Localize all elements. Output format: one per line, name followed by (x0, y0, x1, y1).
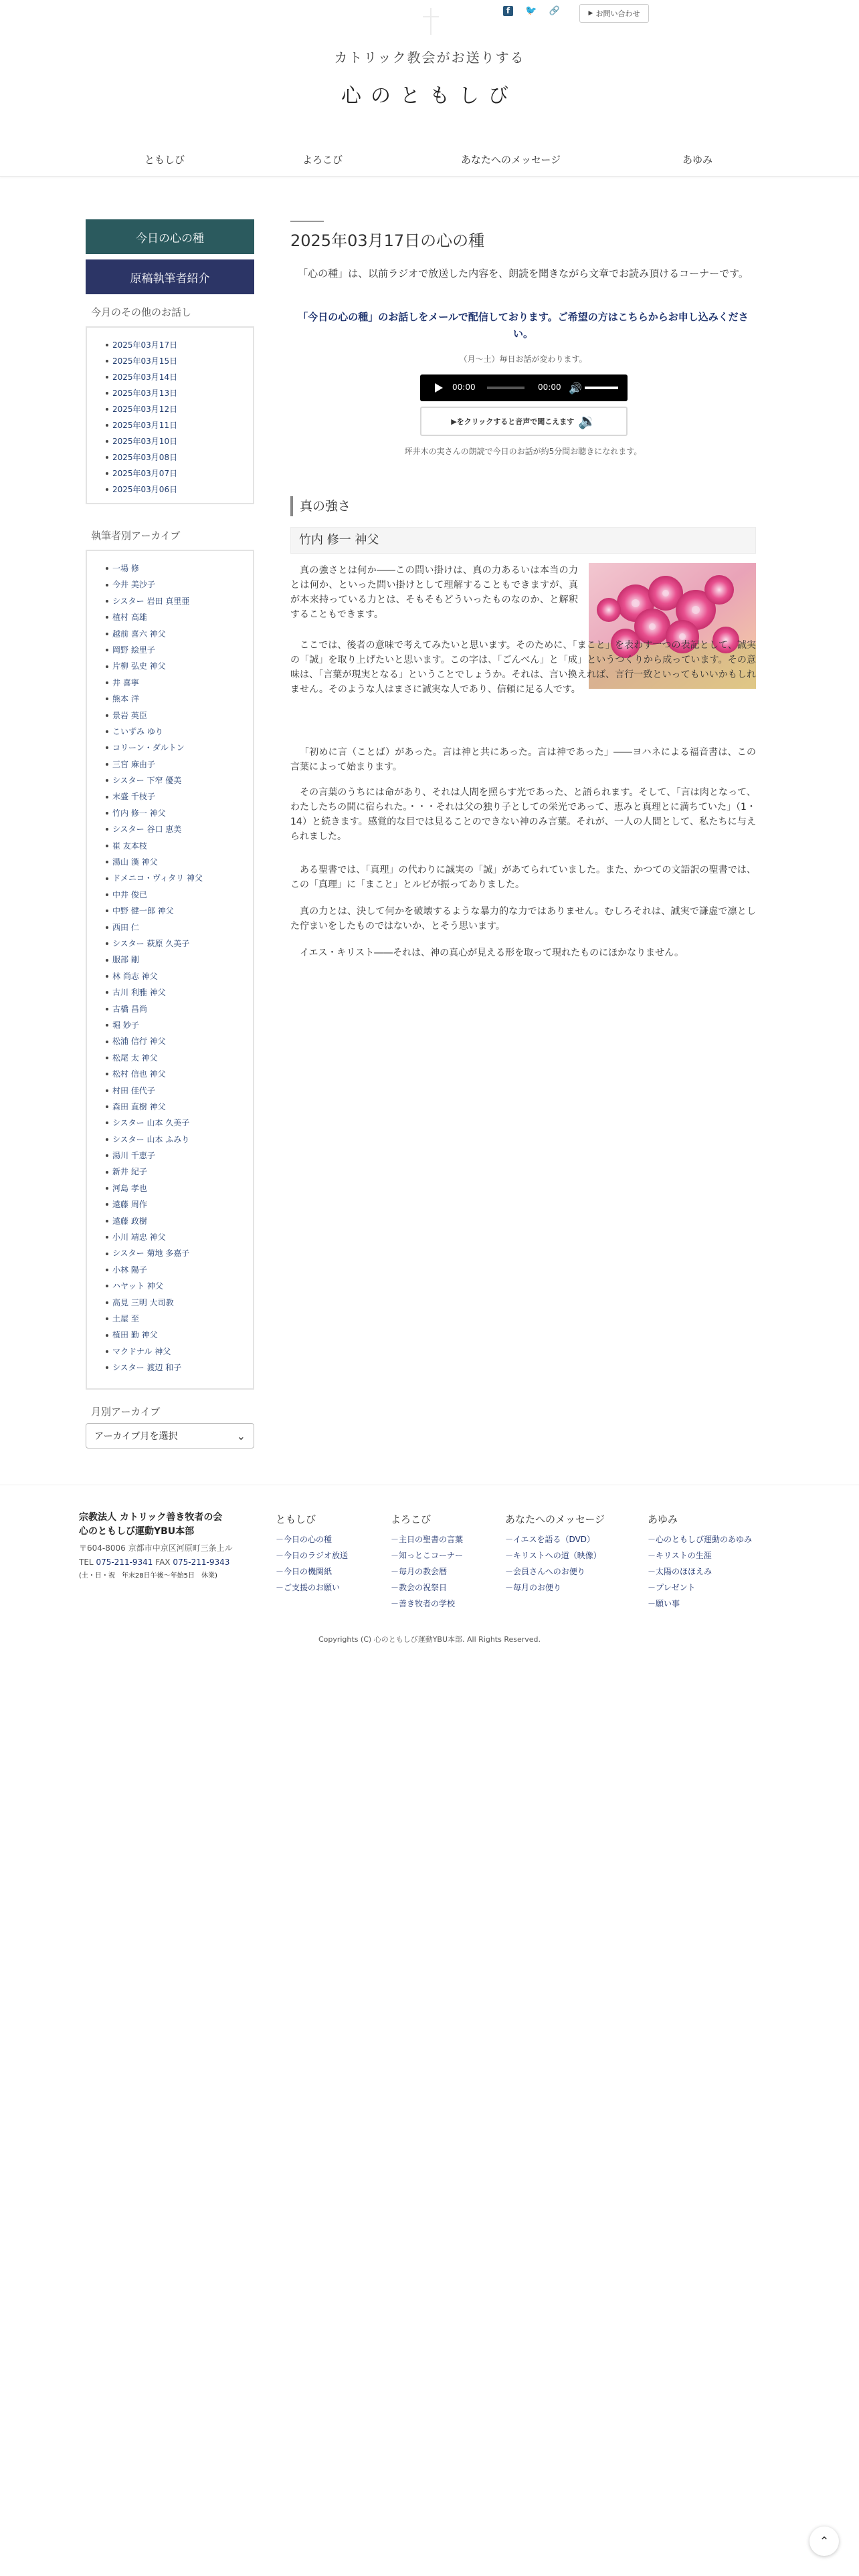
dash-icon: － (391, 1583, 399, 1592)
audio-player (420, 374, 628, 401)
today-seed-button[interactable]: 今日の心の種 (86, 219, 254, 254)
author-link[interactable]: 松尾 太 神父 (106, 1050, 253, 1066)
month-archive-select[interactable] (86, 1423, 254, 1448)
footer-link-label: 心のともしび運動のあゆみ (656, 1535, 753, 1544)
footer-link-label: キリストの生涯 (656, 1551, 712, 1560)
author-link[interactable]: ハヤット 神父 (106, 1278, 253, 1294)
author-link[interactable]: 小川 靖忠 神父 (106, 1229, 253, 1245)
address-line: 〒604-8006 京都市中京区河原町三条上ル (79, 1543, 233, 1553)
facebook-icon[interactable]: f (503, 6, 513, 16)
footer-col-heading[interactable]: よろこび (391, 1513, 432, 1525)
author-link[interactable]: 松村 信也 神父 (106, 1066, 253, 1082)
twitter-icon[interactable]: 🐦 (525, 5, 537, 16)
month-archive-heading: 月別アーカイブ (91, 1406, 161, 1418)
intro-text: 「心の種」は、以前ラジオで放送した内容を、朗読を聞きながら文章でお読み頂けるコーナーです。 (298, 267, 749, 280)
mail-signup-link[interactable]: 「今日の心の種」のお話しをメールで配信しております。ご希望の方はこちらからお申し込みください。 (298, 311, 749, 340)
author-link[interactable]: ドメニコ・ヴィタリ 神父 (106, 870, 253, 886)
seek-bar[interactable] (487, 387, 524, 389)
author-link[interactable]: コリーン・ダルトン (106, 740, 253, 756)
date-link[interactable]: 2025年03月15日 (106, 353, 253, 369)
org-name: 宗教法人 カトリック善き牧者の会 (79, 1512, 223, 1523)
dash-icon: － (505, 1583, 514, 1592)
dash-icon: － (391, 1567, 399, 1576)
chevron-up-icon: ⌃ (819, 2534, 830, 2549)
listen-audio-button[interactable] (420, 407, 628, 436)
fax-label: FAX (155, 1558, 171, 1567)
story-title: 真の強さ (290, 496, 756, 516)
author-link[interactable]: シスター 萩原 久美子 (106, 936, 253, 952)
author-link[interactable]: 崔 友本枝 (106, 838, 253, 854)
author-link[interactable]: こいずみ ゆり (106, 724, 253, 740)
dash-icon: － (276, 1583, 284, 1592)
footer-link[interactable] (391, 1564, 463, 1580)
footer-link[interactable] (648, 1580, 752, 1596)
date-link[interactable]: 2025年03月13日 (106, 385, 253, 401)
footer-col-ayumi (648, 1512, 752, 1612)
dash-icon: － (276, 1551, 284, 1560)
footer-link[interactable] (276, 1564, 348, 1580)
daily-note: （月〜土）毎日お話が変わります。 (459, 354, 587, 364)
author-link[interactable]: 一場 修 (106, 560, 253, 576)
site-title[interactable]: 心のともしび (341, 84, 518, 108)
footer-link-label: ご支援のお願い (284, 1583, 341, 1592)
phone-line (79, 1555, 233, 1570)
dash-icon: － (648, 1551, 656, 1560)
author-link[interactable]: 松浦 信行 神父 (106, 1033, 253, 1049)
site-footer (0, 1485, 859, 1658)
footer-link[interactable] (276, 1531, 348, 1547)
author-link[interactable]: 西田 仁 (106, 920, 253, 936)
footer-address (79, 1541, 233, 1570)
footer-col-heading[interactable]: あなたへのメッセージ (505, 1513, 605, 1525)
footer-link-label: 今日の心の種 (284, 1535, 332, 1544)
author-link[interactable]: 片柳 弘史 神父 (106, 658, 253, 674)
story-paragraph: 真の力とは、決して何かを破壊するような暴力的な力ではありません。むしろそれは、誠実で謙虚で凛とした佇まいをしたものではないか、とそう思います。 (290, 906, 756, 932)
footer-link-label: 太陽のほほえみ (656, 1567, 712, 1576)
author-link[interactable]: 植村 高雄 (106, 609, 253, 625)
author-link[interactable]: 湯山 漢 神父 (106, 854, 253, 870)
author-link[interactable]: 竹内 修一 神父 (106, 805, 253, 821)
speaker-icon: 🔉 (578, 413, 597, 430)
author-link[interactable]: 遠藤 政樹 (106, 1213, 253, 1229)
story-paragraph: イエス・キリスト――それは、神の真心が見える形を取って現れたものにほかなりません。 (300, 948, 684, 958)
nav-item-message[interactable]: あなたへのメッセージ (461, 154, 561, 166)
dash-icon: － (276, 1535, 284, 1544)
contact-label: お問い合わせ (595, 9, 640, 18)
tel-number[interactable]: 075-211-9341 (96, 1558, 153, 1567)
nav-item-yorokobi[interactable]: よろこび (302, 154, 343, 166)
footer-col-heading[interactable]: あゆみ (648, 1513, 678, 1525)
author-link[interactable]: シスター 下窄 優美 (106, 772, 253, 788)
dash-icon: － (648, 1599, 656, 1608)
date-link[interactable]: 2025年03月08日 (106, 449, 253, 465)
footer-link[interactable] (505, 1547, 605, 1564)
author-link[interactable]: 河島 孝也 (106, 1180, 253, 1196)
date-link[interactable]: 2025年03月14日 (106, 369, 253, 385)
author-link[interactable]: シスター 岩田 真里亜 (106, 593, 253, 609)
date-link[interactable]: 2025年03月07日 (106, 465, 253, 481)
footer-link[interactable] (505, 1564, 605, 1580)
story-paragraph: 「初めに言（ことば）があった。言は神と共にあった。言は神であった」――ヨハネによる福音書は、この言葉によって始まります。 (290, 747, 756, 772)
author-link[interactable]: 小林 陽子 (106, 1262, 253, 1278)
tel-label: TEL (79, 1558, 94, 1567)
author-link[interactable]: シスター 渡辺 和子 (106, 1360, 253, 1376)
author-link[interactable]: シスター 山本 ふみり (106, 1132, 253, 1148)
title-rule (290, 221, 324, 222)
footer-link[interactable] (648, 1531, 752, 1547)
reader-note: 坪井木の実さんの朗読で今日のお話が約5分間お聴きになれます。 (404, 447, 642, 456)
date-link[interactable]: 2025年03月11日 (106, 417, 253, 433)
author-link[interactable]: マクドナル 神父 (106, 1344, 253, 1360)
date-link[interactable]: 2025年03月17日 (106, 337, 253, 353)
global-nav (0, 142, 859, 177)
author-link[interactable]: 末盛 千枝子 (106, 788, 253, 804)
footer-link[interactable] (276, 1547, 348, 1564)
author-link[interactable]: 古橋 昌尚 (106, 1001, 253, 1017)
author-link[interactable]: シスター 山本 久美子 (106, 1115, 253, 1131)
footer-link-label: 毎月のお便り (513, 1583, 562, 1592)
story-paragraph: 真の強さとは何か――この問い掛けは、真の力あるいは本当の力とは何か、といった問い掛けとして理解することもできますが、真が本来持っている力とは、そもそもどういったものなのか、と解釈することもできます。 (290, 565, 578, 620)
footer-link-label: 教会の祝祭日 (399, 1583, 448, 1592)
copyright: Copyrights (C) 心のともしび運動YBU本部. All Rights Reserved. (318, 1635, 541, 1644)
date-list (86, 326, 254, 504)
footer-link-label: 会員さんへのお便り (513, 1567, 585, 1576)
chevron-right-icon: ▶ (588, 10, 593, 17)
dash-icon: － (648, 1583, 656, 1592)
author-link[interactable]: 岡野 絵里子 (106, 642, 253, 658)
story-author: 竹内 修一 神父 (290, 527, 756, 554)
footer-link[interactable] (648, 1596, 752, 1612)
footer-link-label: 毎月の教会暦 (399, 1567, 448, 1576)
org-branch: 心のともしび運動YBU本部 (79, 1526, 195, 1537)
footer-link[interactable] (391, 1596, 463, 1612)
author-link[interactable]: シスター 菊地 多嘉子 (106, 1245, 253, 1261)
cross-logo-icon (423, 8, 439, 35)
author-link[interactable]: 土屋 至 (106, 1311, 253, 1327)
footer-link-label: プレゼント (656, 1583, 696, 1592)
footer-org (79, 1511, 222, 1539)
dash-icon: － (391, 1551, 399, 1560)
author-link[interactable]: 井 喜寧 (106, 675, 253, 691)
nav-item-tomoshibi[interactable]: ともしび (145, 154, 185, 166)
author-link[interactable]: 堀 妙子 (106, 1017, 253, 1033)
date-link[interactable]: 2025年03月10日 (106, 433, 253, 449)
author-link[interactable]: 中井 俊已 (106, 887, 253, 903)
volume-icon[interactable]: 🔊 (569, 382, 582, 395)
author-link[interactable]: 越前 喜六 神父 (106, 626, 253, 642)
author-link[interactable]: 湯川 千恵子 (106, 1148, 253, 1164)
dash-icon: － (276, 1567, 284, 1576)
footer-link-label: キリストへの道（映像） (513, 1551, 601, 1560)
author-link[interactable]: 今井 美沙子 (106, 576, 253, 593)
footer-link[interactable] (648, 1564, 752, 1580)
footer-link[interactable] (505, 1580, 605, 1596)
contact-button[interactable] (579, 4, 649, 23)
footer-link[interactable] (391, 1547, 463, 1564)
author-link[interactable]: シスター 谷口 恵美 (106, 821, 253, 837)
writers-button[interactable]: 原稿執筆者紹介 (86, 259, 254, 294)
footer-link-label: 今日のラジオ放送 (284, 1551, 349, 1560)
author-link[interactable]: 遠藤 周作 (106, 1196, 253, 1212)
business-hours: (土・日・祝 年末28日午後〜年始5日 休業) (79, 1572, 217, 1580)
social-links (503, 5, 560, 16)
page-title: 2025年03月17日の心の種 (290, 231, 485, 250)
author-link[interactable]: 古川 利雅 神父 (106, 984, 253, 1000)
footer-col-yorokobi (391, 1512, 463, 1612)
author-link[interactable]: 林 尚志 神父 (106, 968, 253, 984)
dash-icon: － (505, 1551, 514, 1560)
site-subtitle: カトリック教会がお送りする (334, 49, 525, 66)
footer-link-label: 主日の聖書の言葉 (399, 1535, 464, 1544)
author-link[interactable]: 高見 三明 大司教 (106, 1295, 253, 1311)
month-select-value: アーカイブ月を選択 (94, 1431, 178, 1442)
play-icon[interactable] (435, 383, 443, 393)
footer-link[interactable] (276, 1580, 348, 1596)
footer-link[interactable] (391, 1531, 463, 1547)
footer-link-label: 願い事 (656, 1599, 680, 1608)
author-link[interactable]: 服部 剛 (106, 952, 253, 968)
author-link[interactable]: 村田 佳代子 (106, 1083, 253, 1099)
site-header (0, 0, 859, 146)
footer-link[interactable] (648, 1547, 752, 1564)
author-link[interactable]: 景岩 英臣 (106, 708, 253, 724)
dash-icon: － (391, 1535, 399, 1544)
date-link[interactable]: 2025年03月12日 (106, 401, 253, 417)
author-link[interactable]: 植田 勤 神父 (106, 1327, 253, 1343)
author-list (86, 550, 254, 1390)
footer-col-message (505, 1512, 605, 1596)
volume-slider[interactable] (585, 387, 618, 389)
footer-link-label: 今日の機関紙 (284, 1567, 332, 1576)
story-paragraph: ある聖書では、「真理」の代わりに誠実の「誠」があてられていました。また、かつての文語訳の聖書では、この「真理」に「まこと」とルビが振ってありました。 (290, 865, 756, 890)
author-link[interactable]: 中野 健一郎 神父 (106, 903, 253, 919)
nav-item-ayumi[interactable]: あゆみ (682, 154, 713, 166)
dash-icon: － (505, 1567, 514, 1576)
total-time: 00:00 (538, 383, 561, 392)
author-link[interactable]: 新井 紀子 (106, 1164, 253, 1180)
footer-col-heading[interactable]: ともしび (276, 1513, 316, 1525)
footer-link[interactable] (505, 1531, 605, 1547)
footer-link-label: 善き牧者の学校 (399, 1599, 456, 1608)
authors-heading: 執筆者別アーカイブ (91, 530, 181, 542)
other-stories-heading: 今月のその他のお話し (91, 306, 192, 318)
author-link[interactable]: 熊本 洋 (106, 691, 253, 707)
dash-icon: － (391, 1599, 399, 1608)
author-link[interactable]: 三宮 麻由子 (106, 756, 253, 772)
author-link[interactable]: 森田 直樹 神父 (106, 1099, 253, 1115)
footer-link-label: 知っとこコーナー (399, 1551, 464, 1560)
footer-link-label: イエスを語る（DVD） (513, 1535, 595, 1544)
back-to-top-button[interactable] (809, 2527, 839, 2556)
story-paragraph: その言葉のうちには命があり、それは人間を照らす光であった、と語られます。そして、「言は肉となって、わたしたちの間に宿られた。・・・それは父の独り子としての栄光であって、恵みと真理とに満ちていた」（1・14）と続きます。感覚的な目では見ることのできない神のみ言葉。それが、一人の人間として、私たちに与えられました。 (290, 787, 756, 842)
link-icon[interactable]: 🔗 (549, 5, 560, 16)
dash-icon: － (648, 1567, 656, 1576)
footer-link[interactable] (391, 1580, 463, 1596)
current-time: 00:00 (452, 383, 476, 392)
date-link[interactable]: 2025年03月06日 (106, 481, 253, 498)
dash-icon: － (505, 1535, 514, 1544)
dash-icon: － (648, 1535, 656, 1544)
fax-number: 075-211-9343 (173, 1558, 230, 1567)
chevron-down-icon: ⌄ (236, 1429, 246, 1442)
story-paragraph: ここでは、後者の意味で考えてみたいと思います。そのために、「まこと」を表わす一つの表記として、誠実の「誠」を取り上げたいと思います。この字は、「ごんべん」と「成」というつくりから成っています。その意味は、「言葉が現実となる」ということでしょうか。それは、言い換えれば、言行一致といってもいいかもしれません。そのような人はまさに誠実な人であり、信頼に足る人です。 (290, 640, 756, 695)
audio-button-label: ▶をクリックすると音声で聞こえます (451, 417, 575, 426)
footer-col-tomoshibi (276, 1512, 348, 1596)
